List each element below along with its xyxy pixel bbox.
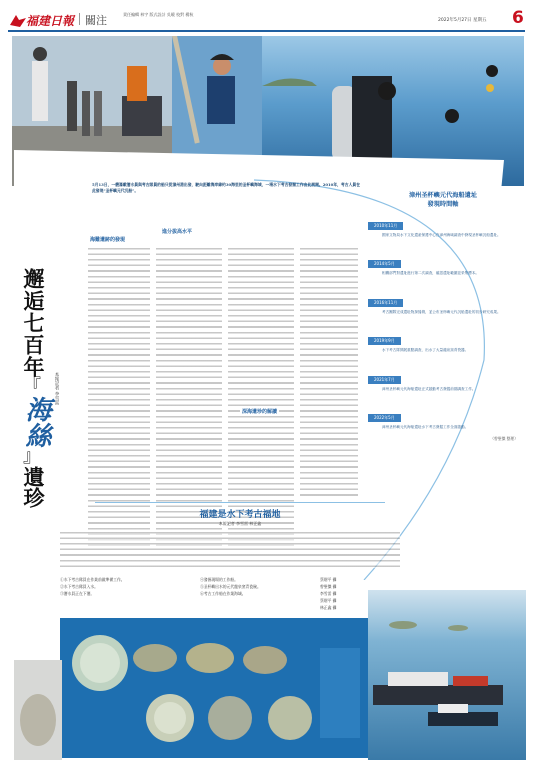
photo-credit: 林正鑫 攝 bbox=[320, 605, 337, 610]
timeline-entry bbox=[368, 327, 518, 353]
timeline-entry bbox=[368, 366, 518, 392]
section-title-3: 深海遺珍的解讀 bbox=[242, 409, 278, 415]
caption-4: ④發掘現場的工作船。 bbox=[200, 577, 238, 582]
headline-block bbox=[18, 268, 51, 538]
headline-byline: 本報記者 李雪雷 bbox=[54, 372, 59, 405]
timeline-title-1: 漳州圣杯嶼元代海船遺址 bbox=[408, 192, 478, 199]
artifact-photo-area bbox=[60, 618, 370, 758]
timeline-text: 漳州圣杯嶼元代海船遺址正式啟動考古發掘前期調查工作。 bbox=[382, 386, 476, 391]
paper-logo-icon bbox=[10, 12, 26, 24]
headline-bottom: 遺珍 bbox=[21, 466, 45, 508]
photo-credit: 李雪雷 攝 bbox=[320, 591, 337, 596]
timeline-title-2: 發現時間軸 bbox=[427, 201, 459, 208]
timeline-text: 考古團隊完成遺址物探掃測，並公布圣杯嶼元代沉船遺址的初步研究成果。 bbox=[382, 309, 501, 314]
paper-name: 福建日報 bbox=[26, 14, 75, 28]
timeline-year: 2010年11月 bbox=[368, 222, 403, 230]
caption-1: ①水下考古隊員在作業前做準備工作。 bbox=[60, 577, 125, 582]
body-column-2 bbox=[156, 246, 222, 546]
article2-body bbox=[60, 530, 400, 568]
article2-title: 福建是水下考古福地 bbox=[199, 510, 281, 520]
timeline-entry bbox=[368, 212, 518, 238]
timeline-year: 2021年7月 bbox=[368, 376, 401, 384]
section-name: 關注 bbox=[85, 14, 107, 27]
headline-key: 海絲 bbox=[21, 396, 51, 448]
section-title-1: 海難遺跡的發現 bbox=[90, 237, 126, 243]
caption-3: ③潛水員正在下潛。 bbox=[60, 591, 95, 596]
masthead-rule bbox=[8, 30, 525, 32]
timeline-text: 水下考古隊開展重點調查，出水了大量龍泉窯青瓷器。 bbox=[382, 348, 469, 353]
page-number: 6 bbox=[512, 8, 524, 28]
editor-line: 責任編輯 林宇 版式設計 吳曉 校對 楊秋 bbox=[123, 12, 194, 17]
photo-credit: 曾聖傑 攝 bbox=[320, 584, 337, 589]
timeline-entry bbox=[368, 250, 518, 276]
masthead bbox=[8, 6, 525, 32]
timeline-credit: （曾聖傑 整理） bbox=[490, 436, 518, 442]
caption-2: ②水下考古隊員入水。 bbox=[60, 584, 98, 589]
headline-top: 邂逅七百年 bbox=[21, 268, 45, 378]
ship-photo bbox=[368, 590, 526, 760]
article2-byline: 本報記者 李雪雷 林正鑫 bbox=[218, 521, 262, 526]
photo-credit: 蔡熠平 攝 bbox=[320, 577, 337, 582]
issue-date: 2022年5月27日 星期五 bbox=[438, 18, 487, 23]
timeline-year: 2016年11月 bbox=[368, 299, 403, 307]
lead-paragraph: 5月13日，一艘滿載潛水員與考古隊員的船只從漳州港出發，駛向距離海岸線約30海里的圣杯嶼海域，一場水下考古發掘工作由此展開。2010年，考古人員在此發現“圣杯嶼元代沉船”。 bbox=[92, 182, 360, 193]
section-title-2: 進分拔高水平 bbox=[162, 229, 193, 235]
artifact-photo-left bbox=[14, 660, 62, 760]
headline-quote-close: 』 bbox=[23, 446, 41, 467]
caption-6: ⑥考古工作船在作業海域。 bbox=[200, 591, 246, 596]
photo-credit: 蔡熠平 攝 bbox=[320, 598, 337, 603]
timeline-text: 漳州圣杯嶼元代海船遺址水下考古發掘工作全面啟動。 bbox=[382, 425, 469, 430]
timeline-entry bbox=[368, 289, 518, 315]
article2-title-bar bbox=[95, 502, 385, 527]
photo-credits-2 bbox=[320, 597, 364, 617]
body-column-3 bbox=[228, 246, 294, 546]
timeline-year: 2019年9月 bbox=[368, 337, 401, 345]
timeline-text: 相關部門對遺址進行第二次調查，確認遺址範圍並采集標本。 bbox=[382, 271, 480, 276]
timeline-text: 國家文物局水下文化遺產保護中心在漳州海域調查中發現圣杯嶼沉船遺址。 bbox=[382, 233, 501, 237]
section-divider bbox=[79, 13, 80, 25]
caption-5: ⑤圣杯嶼出水的元代龍泉窯青瓷碗。 bbox=[200, 584, 261, 589]
body-column-1 bbox=[88, 246, 150, 546]
timeline-entry bbox=[368, 404, 518, 430]
headline-quote-open: 『 bbox=[23, 376, 41, 397]
timeline-year: 2022年5月 bbox=[368, 414, 401, 422]
timeline-year: 2014年5月 bbox=[368, 260, 401, 268]
body-column-4 bbox=[300, 246, 358, 496]
